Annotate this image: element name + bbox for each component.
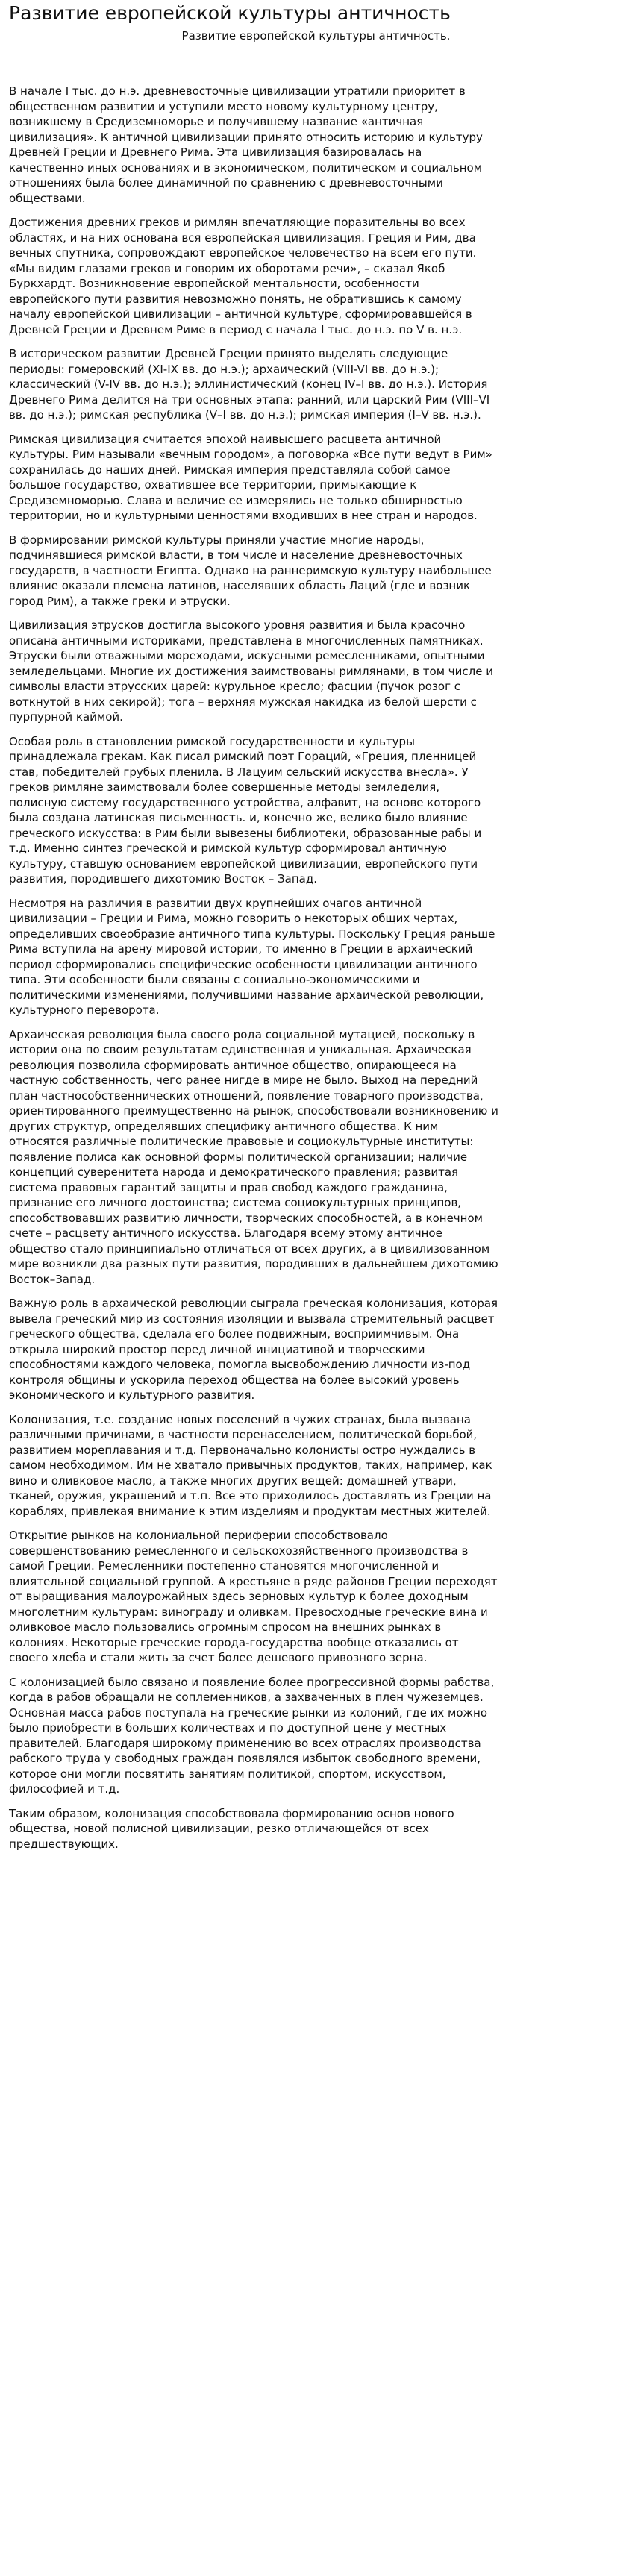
paragraph-6: Цивилизация этрусков достигла высокого уровня развития и была красочно описана античными историками, представлена в многочисленных памятниках. Этруски были отважными мореходами, искусными ремесленниками, опытными земледельцами. Многие их достижения заимствованы римлянами, в том числе и символы власти этрусских царей: курульное кресло; фасции (пучок розог с воткнутой в них секирой); тога – верхняя мужская накидка из белой шерсти с пурпурной каймой. — [9, 618, 493, 724]
paragraph-4: Римская цивилизация считается эпохой наивысшего расцвета античной культуры. Рим называли «вечным городом», а поговорка «Все пути ведут в Рим» сохранилась до наших дней. Римская империя представляла собой самое большое государство, охватившее все территории, примыкающие к Средиземноморью. Слава и величие ее измерялись не только обширностью территории, но и культурными ценностями входивших в нее стран и народов. — [9, 432, 492, 522]
paragraph-5: В формировании римской культуры приняли участие многие народы, подчинявшиеся римской власти, в том числе и население древневосточных государств, в частности Египта. Однако на раннеримскую культуру наибольшее влияние оказали племена латинов, населявших область Лаций (где и возник город Рим), а также греки и этруски. — [9, 533, 492, 608]
paragraph-8: Несмотря на различия в развитии двух крупнейших очагов античной цивилизации – Греции и Рима, можно говорить о некоторых общих чертах, определивших своеобразие античного типа культуры. Поскольку Греция раньше Рима вступила на арену мировой истории, то именно в Греции в архаический период сформировались специфические особенности цивилизации античного типа. Эти особенности были связаны с социально-экономическими и политическими изменениями, получившими название архаической революции, культурного переворота. — [9, 896, 495, 1017]
paragraph-12: Открытие рынков на колониальной периферии способствовало совершенствованию ремесленного и сельскохозяйственного производства в самой Греции. Ремесленники постепенно становятся многочисленной и влиятельной социальной группой. А крестьяне в ряде районов Греции переходят от выращивания малоурожайных здесь зерновых культур к более доходным многолетним культурам: винограду и оливкам. Превосходные греческие вина и оливковое масло пользовались огромным спросом на внешних рынках в колониях. Некоторые греческие города-государства вообще отказались от своего хлеба и стали жить за счет более дешевого привозного зерна. — [9, 1529, 498, 1664]
page-subtitle: Развитие европейской культуры античность. — [181, 29, 451, 43]
paragraph-3: В историческом развитии Древней Греции принято выделять следующие периоды: гомеровский (XI-IX вв. до н.э.); архаический (VIII-VI вв. до н.э.); классический (V-IV вв. до н.э.); эллинистический (конец IV–I вв. до н.э.). История Древнего Рима делится на три основных этапа: ранний, или царский Рим (VIII–VI вв. до н.э.); римская республика (V–I вв. до н.э.); римская империя (I–V вв. н.э.). — [9, 347, 490, 422]
paragraph-14: Таким образом, колонизация способствовала формированию основ нового общества, новой полисной цивилизации, резко отличающейся от всех предшествующих. — [9, 1806, 454, 1851]
paragraph-1: В начале I тыс. до н.э. древневосточные цивилизации утратили приоритет в общественном развитии и уступили место новому культурному центру, возникшему в Средиземноморье и получившему название «античная цивилизация». К античной цивилизации принято относить историю и культуру Древней Греции и Древнего Рима. Эта цивилизация базировалась на качественно иных основаниях и в экономическом, политическом и социальном отношениях была более динамичной по сравнению с древневосточными обществами. — [9, 84, 483, 205]
paragraph-9: Архаическая революция была своего рода социальной мутацией, поскольку в истории она по своим результатам единственная и уникальная. Архаическая революция позволила сформировать античное общество, опирающееся на частную собственность, чего ранее нигде в мире не было. Выход на передний план частнособственнических отношений, появление товарного производства, ориентированного преимущественно на рынок, способствовали возникновению и других структур, определявших специфику античного общества. К ним относятся различные политические правовые и социокультурные институты: появление полиса как основной формы политической организации; наличие концепций суверенитета народа и демократического правления; развитая система правовых гарантий защиты и прав свобод каждого гражданина, признание его личного достоинства; система социокультурных принципов, способствовавших развитию личности, творческих способностей, а в конечном счете – расцвету античного искусства. Благодаря всему этому античное общество стало принципиально отличаться от всех других, а в цивилизованном мире возникли два разных пути развития, породивших в дальнейшем дихотомию Восток–Запад. — [9, 1027, 498, 1286]
page-title: Развитие европейской культуры античность — [9, 2, 451, 24]
paragraph-11: Колонизация, т.е. создание новых поселений в чужих странах, была вызвана различными причинами, в частности перенаселением, политической борьбой, развитием мореплавания и т.д. Первоначально колонисты остро нуждались в самом необходимом. Им не хватало привычных продуктов, таких, например, как вино и оливковое масло, а также многих других вещей: домашней утвари, тканей, оружия, украшений и т.п. Все это приходилось доставлять из Греции на кораблях, привлекая внимание к этим изделиям и продуктам местных жителей. — [9, 1412, 492, 1518]
paragraph-13: С колонизацией было связано и появление более прогрессивной формы рабства, когда в рабов обращали не соплеменников, а захваченных в плен чужеземцев. Основная масса рабов поступала на греческие рынки из колоний, где их можно было приобрести в больших количествах и по доступной цене у местных правителей. Благодаря широкому применению во всех отраслях производства рабского труда у свободных граждан появлялся избыток свободного времени, которое они могли посвятить занятиям политикой, спортом, искусством, философией и т.д. — [9, 1675, 495, 1796]
paragraph-7: Особая роль в становлении римской государственности и культуры принадлежала грекам. Как писал римский поэт Гораций, «Греция, пленницей став, победителей грубых пленила. В Лацуим сельский искусства внесла». У греков римляне заимствовали более совершенные методы земледелия, полисную систему государственного устройства, алфавит, на основе которого была создана латинская письменность. и, конечно же, велико было влияние греческого искусства: в Рим были вывезены библиотеки, образованные рабы и т.д. Именно синтез греческой и римской культур сформировал античную культуру, ставшую основанием европейской цивилизации, европейского пути развития, породившего дихотомию Восток – Запад. — [9, 734, 482, 886]
paragraph-10: Важную роль в архаической революции сыграла греческая колонизация, которая вывела греческий мир из состояния изоляции и вызвала стремительный расцвет греческого общества, сделала его более подвижным, восприимчивым. Она открыла широкий простор перед личной инициативой и творческими способностями каждого человека, помогла высвобождению личности из-под контроля общины и ускорила переход общества на более высокий уровень экономического и культурного развития. — [9, 1297, 498, 1402]
paragraph-2: Достижения древних греков и римлян впечатляющие поразительны во всех областях, и на них основана вся европейская цивилизация. Греция и Рим, два вечных спутника, сопровождают европейское человечество на всем его пути. «Мы видим глазами греков и говорим их оборотами речи», – сказал Якоб Буркхардт. Возникновение европейской ментальности, особенности европейского пути развития невозможно понять, не обратившись к самому началу европейской цивилизации – античной культуре, сформировавшейся в Древней Греции и Древнем Риме в период с начала I тыс. до н.э. по V в. н.э. — [9, 216, 477, 336]
article-body — [9, 84, 623, 1852]
